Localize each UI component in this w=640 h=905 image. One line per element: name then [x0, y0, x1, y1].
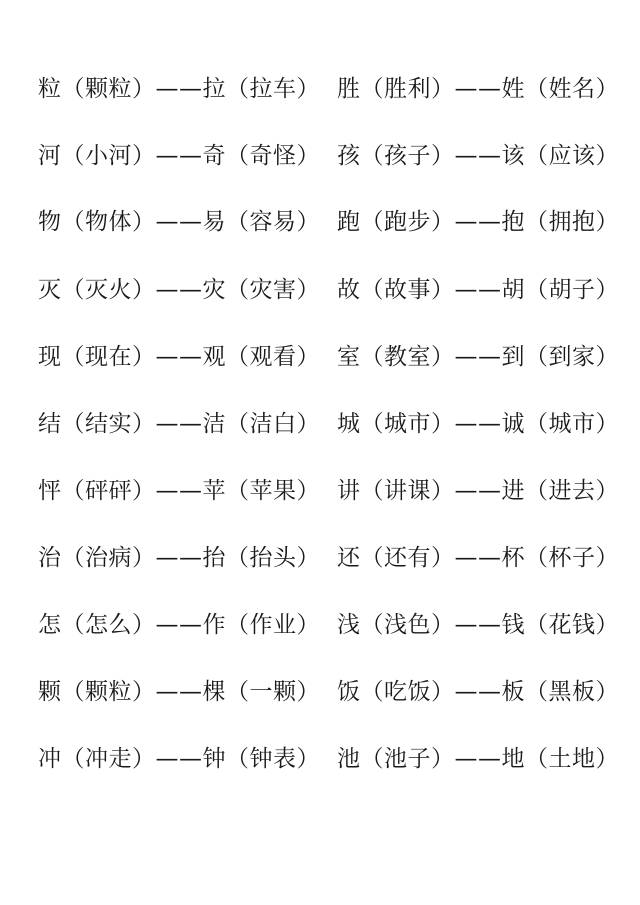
word-pair-left: 河（小河）——奇（奇怪）: [38, 143, 320, 169]
word-pair-left: 颗（颗粒）——棵（一颗）: [38, 679, 320, 705]
word-pair-right: 浅（浅色）——钱（花钱）: [337, 612, 619, 638]
word-pair-right: 故（故事）——胡（胡子）: [337, 277, 619, 303]
word-pair-row: [0, 337, 640, 377]
word-pair-left: 怦（砰砰）——苹（苹果）: [38, 478, 320, 504]
word-pair-right: 城（城市）——诚（城市）: [337, 411, 619, 437]
word-pair-row: [0, 605, 640, 645]
word-pair-row: [0, 471, 640, 511]
word-pair-right: 讲（讲课）——进（进去）: [337, 478, 619, 504]
word-pair-left: 怎（怎么）——作（作业）: [38, 612, 320, 638]
word-pair-row: [0, 672, 640, 712]
word-pair-row: [0, 739, 640, 779]
word-pair-left: 结（结实）——洁（洁白）: [38, 411, 320, 437]
word-pair-row: [0, 69, 640, 109]
word-pair-right: 饭（吃饭）——板（黑板）: [337, 679, 619, 705]
word-pair-row: [0, 538, 640, 578]
word-pair-row: [0, 136, 640, 176]
word-pair-right: 跑（跑步）——抱（拥抱）: [337, 209, 619, 235]
word-pair-left: 物（物体）——易（容易）: [38, 209, 320, 235]
word-pair-left: 粒（颗粒）——拉（拉车）: [38, 76, 320, 102]
word-pair-row: [0, 270, 640, 310]
word-pair-right: 还（还有）——杯（杯子）: [337, 545, 619, 571]
word-pair-row: [0, 202, 640, 242]
word-pair-row: [0, 404, 640, 444]
word-pair-left: 现（现在）——观（观看）: [38, 344, 320, 370]
word-pair-left: 治（治病）——抬（抬头）: [38, 545, 320, 571]
word-pair-right: 室（教室）——到（到家）: [337, 344, 619, 370]
word-pair-right: 池（池子）——地（土地）: [337, 746, 619, 772]
word-pair-left: 冲（冲走）——钟（钟表）: [38, 746, 320, 772]
word-pair-right: 孩（孩子）——该（应该）: [337, 143, 619, 169]
word-pair-right: 胜（胜利）——姓（姓名）: [337, 76, 619, 102]
word-pair-left: 灭（灭火）——灾（灾害）: [38, 277, 320, 303]
